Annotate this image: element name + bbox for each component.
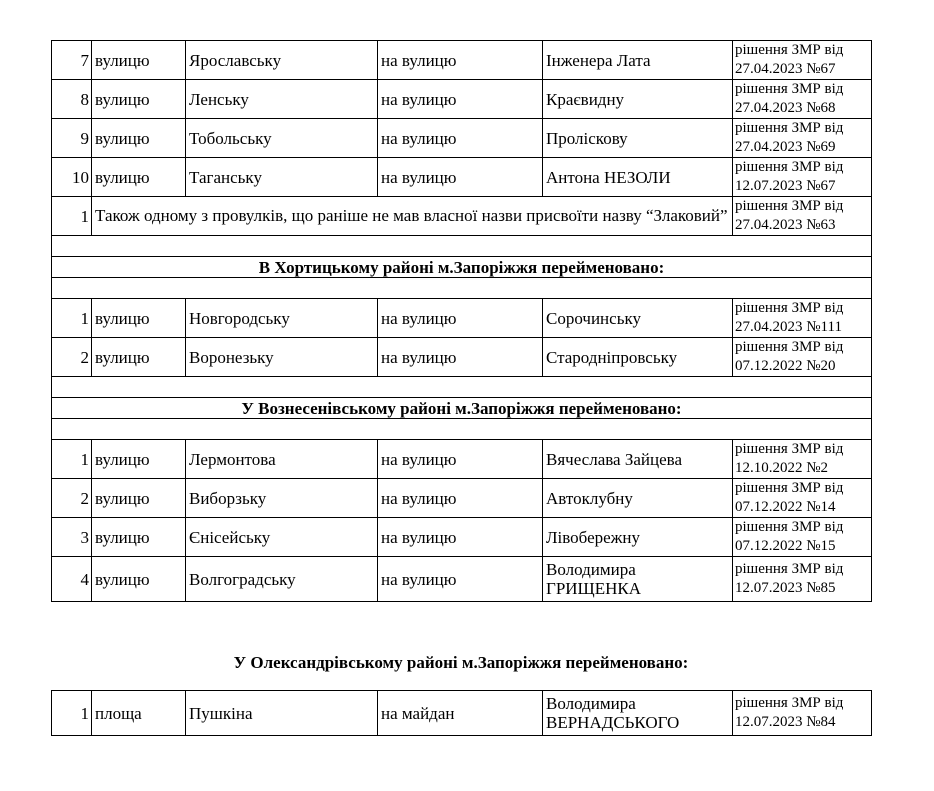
new-name: Лівобережну [543,518,733,557]
decision-line-1: рішення ЗМР від [735,42,844,58]
old-name: Таганську [186,158,378,197]
decision-line-2: 07.12.2022 №15 [735,538,836,554]
section-heading-row [52,398,872,419]
old-name: Тобольську [186,119,378,158]
decision-line-1: рішення ЗМР від [735,300,844,316]
old-type: вулицю [92,338,186,377]
old-type: вулицю [92,119,186,158]
decision-line-1: рішення ЗМР від [735,519,844,535]
new-name: Інженера Лата [543,41,733,80]
row-number: 2 [52,338,92,377]
decision-line-2: 12.07.2023 №85 [735,580,836,596]
renaming-table [51,40,872,602]
decision [733,518,872,557]
row-number: 10 [52,158,92,197]
decision-line-2: 12.07.2023 №67 [735,178,836,194]
new-name: Антона НЕЗОЛИ [543,158,733,197]
new-name: Сорочинську [543,299,733,338]
row-number: 2 [52,479,92,518]
old-type: вулицю [92,440,186,479]
table-row [52,691,872,736]
old-type: площа [92,691,186,736]
new-name: Краєвидну [543,80,733,119]
table-row [52,440,872,479]
new-name: Стародніпровську [543,338,733,377]
old-name: Новгородську [186,299,378,338]
row-number: 4 [52,557,92,602]
row-number: 3 [52,518,92,557]
row-number: 1 [52,440,92,479]
decision [733,197,872,236]
old-type: вулицю [92,479,186,518]
old-name: Єнісейську [186,518,378,557]
section-heading: У Олександрівському районі м.Запоріжжя перейменовано: [233,653,689,672]
old-name: Лермонтова [186,440,378,479]
old-type: вулицю [92,299,186,338]
decision-line-2: 27.04.2023 №111 [735,319,842,335]
blank-row [52,377,872,398]
table-row [52,158,872,197]
old-type: вулицю [92,80,186,119]
new-type: на вулицю [378,440,543,479]
decision-line-2: 27.04.2023 №67 [735,61,836,77]
blank-row [52,236,872,257]
old-name: Ленську [186,80,378,119]
decision-line-2: 27.04.2023 №68 [735,100,836,116]
table-row [52,557,872,602]
new-name [543,691,733,736]
new-type: на вулицю [378,80,543,119]
table-row [52,338,872,377]
old-name: Пушкіна [186,691,378,736]
new-name-line-1: Володимира [546,560,636,579]
new-type: на вулицю [378,479,543,518]
table-row [52,41,872,80]
new-name: Вячеслава Зайцева [543,440,733,479]
table-row [52,479,872,518]
decision-line-2: 07.12.2022 №20 [735,358,836,374]
old-type: вулицю [92,557,186,602]
new-type: на вулицю [378,557,543,602]
old-name: Виборзьку [186,479,378,518]
row-number: 1 [52,299,92,338]
section-heading-row [52,257,872,278]
decision-line-2: 12.10.2022 №2 [735,460,829,476]
decision [733,119,872,158]
decision-line-1: рішення ЗМР від [735,159,844,175]
decision-line-1: рішення ЗМР від [735,120,844,136]
new-type: на вулицю [378,518,543,557]
new-type: на майдан [378,691,543,736]
renaming-table-oleksandrivskyi [51,690,872,736]
new-name [543,557,733,602]
section-heading: У Вознесенівському районі м.Запоріжжя перейменовано: [52,398,872,419]
table-row [52,299,872,338]
decision-line-2: 27.04.2023 №63 [735,217,836,233]
decision-line-1: рішення ЗМР від [735,81,844,97]
new-type: на вулицю [378,41,543,80]
decision [733,691,872,736]
decision-line-2: 27.04.2023 №69 [735,139,836,155]
old-type: вулицю [92,41,186,80]
decision-line-1: рішення ЗМР від [735,480,844,496]
decision [733,299,872,338]
decision-line-2: 07.12.2022 №14 [735,499,836,515]
decision [733,338,872,377]
table-row [52,197,872,236]
decision-line-1: рішення ЗМР від [735,339,844,355]
old-type: вулицю [92,518,186,557]
row-number: 7 [52,41,92,80]
decision-line-1: рішення ЗМР від [735,695,844,711]
table-row [52,518,872,557]
table-row [52,80,872,119]
new-name-line-1: Володимира [546,694,636,713]
decision-line-1: рішення ЗМР від [735,561,844,577]
old-type: вулицю [92,158,186,197]
decision-line-1: рішення ЗМР від [735,198,844,214]
section-heading: В Хортицькому районі м.Запоріжжя перейменовано: [52,257,872,278]
new-type: на вулицю [378,299,543,338]
decision [733,41,872,80]
old-name: Воронезьку [186,338,378,377]
blank-row [52,419,872,440]
lane-note: Також одному з провулків, що раніше не мав власної назви присвоїти назву “Злаковий” [92,197,733,236]
new-name-line-2: ГРИЩЕНКА [546,579,641,598]
new-name: Пролiскову [543,119,733,158]
row-number: 1 [52,197,92,236]
new-type: на вулицю [378,119,543,158]
decision [733,80,872,119]
decision-line-2: 12.07.2023 №84 [735,714,836,730]
decision [733,440,872,479]
decision [733,479,872,518]
row-number: 9 [52,119,92,158]
row-number: 8 [52,80,92,119]
new-name-line-2: ВЕРНАДСЬКОГО [546,713,680,732]
new-name: Автоклубну [543,479,733,518]
new-type: на вулицю [378,338,543,377]
table-row [52,119,872,158]
old-name: Ярославську [186,41,378,80]
decision [733,158,872,197]
old-name: Волгоградську [186,557,378,602]
new-type: на вулицю [378,158,543,197]
decision-line-1: рішення ЗМР від [735,441,844,457]
blank-row [52,278,872,299]
row-number: 1 [52,691,92,736]
decision [733,557,872,602]
